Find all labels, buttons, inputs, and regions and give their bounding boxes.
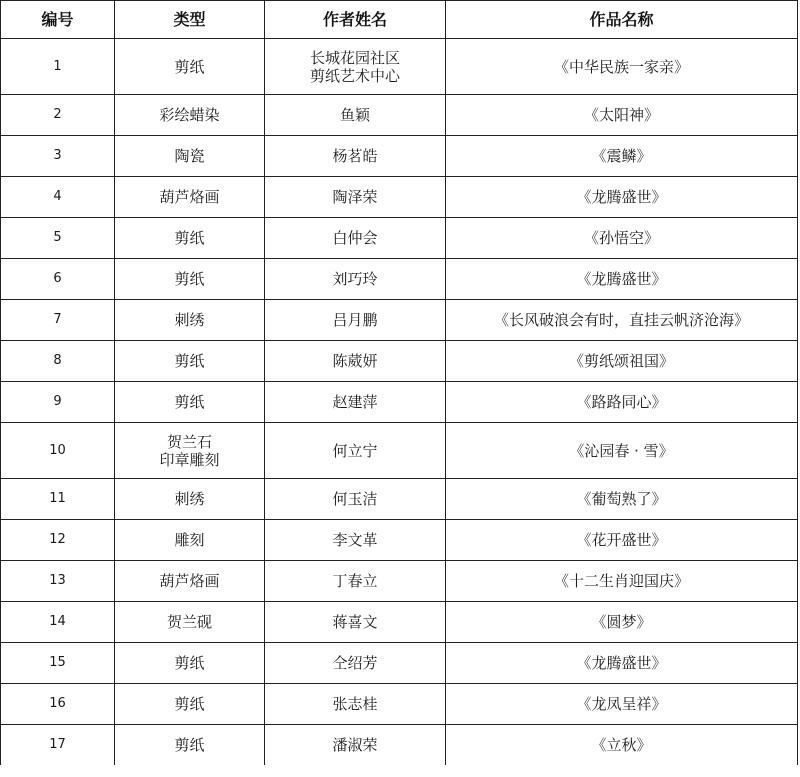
cell-work-title: 《龙腾盛世》 <box>446 643 798 684</box>
table-row <box>1 177 798 218</box>
cell-number: 4 <box>1 177 115 218</box>
cell-type: 剪纸 <box>115 39 265 95</box>
cell-type: 雕刻 <box>115 520 265 561</box>
cell-type: 彩绘蜡染 <box>115 95 265 136</box>
cell-work-title: 《震鳞》 <box>446 136 798 177</box>
cell-author: 赵建萍 <box>265 382 446 423</box>
cell-number: 14 <box>1 602 115 643</box>
cell-type: 贺兰砚 <box>115 602 265 643</box>
cell-number: 10 <box>1 423 115 479</box>
cell-type: 刺绣 <box>115 479 265 520</box>
cell-type: 刺绣 <box>115 300 265 341</box>
cell-work-title: 《剪纸颂祖国》 <box>446 341 798 382</box>
cell-number: 6 <box>1 259 115 300</box>
cell-type: 剪纸 <box>115 382 265 423</box>
table-row <box>1 300 798 341</box>
cell-work-title: 《十二生肖迎国庆》 <box>446 561 798 602</box>
cell-work-title: 《立秋》 <box>446 725 798 766</box>
cell-type: 剪纸 <box>115 341 265 382</box>
cell-author: 潘淑荣 <box>265 725 446 766</box>
cell-number: 1 <box>1 39 115 95</box>
header-type: 类型 <box>115 1 265 39</box>
table-row <box>1 341 798 382</box>
cell-author: 杨茗皓 <box>265 136 446 177</box>
cell-number: 8 <box>1 341 115 382</box>
cell-number: 5 <box>1 218 115 259</box>
cell-type: 剪纸 <box>115 684 265 725</box>
cell-author: 张志桂 <box>265 684 446 725</box>
cell-author: 李文革 <box>265 520 446 561</box>
cell-author: 吕月鹏 <box>265 300 446 341</box>
table-row <box>1 520 798 561</box>
table-row <box>1 136 798 177</box>
cell-work-title: 《龙腾盛世》 <box>446 177 798 218</box>
cell-type: 葫芦烙画 <box>115 177 265 218</box>
cell-work-title: 《太阳神》 <box>446 95 798 136</box>
cell-number: 11 <box>1 479 115 520</box>
table-row <box>1 561 798 602</box>
cell-author: 蒋喜文 <box>265 602 446 643</box>
cell-number: 9 <box>1 382 115 423</box>
cell-author: 白仲会 <box>265 218 446 259</box>
cell-author: 鱼颖 <box>265 95 446 136</box>
cell-work-title: 《孙悟空》 <box>446 218 798 259</box>
cell-author: 刘巧玲 <box>265 259 446 300</box>
cell-work-title: 《路路同心》 <box>446 382 798 423</box>
cell-work-title: 《葡萄熟了》 <box>446 479 798 520</box>
cell-number: 13 <box>1 561 115 602</box>
cell-type: 剪纸 <box>115 725 265 766</box>
table-header-row <box>1 1 798 39</box>
cell-type: 贺兰石 印章雕刻 <box>115 423 265 479</box>
cell-number: 2 <box>1 95 115 136</box>
cell-author: 陶泽荣 <box>265 177 446 218</box>
table-row <box>1 479 798 520</box>
cell-work-title: 《花开盛世》 <box>446 520 798 561</box>
cell-number: 17 <box>1 725 115 766</box>
table-row <box>1 602 798 643</box>
cell-number: 3 <box>1 136 115 177</box>
cell-work-title: 《中华民族一家亲》 <box>446 39 798 95</box>
cell-author: 仝绍芳 <box>265 643 446 684</box>
cell-type: 陶瓷 <box>115 136 265 177</box>
table-row <box>1 423 798 479</box>
table-row <box>1 218 798 259</box>
cell-author: 长城花园社区 剪纸艺术中心 <box>265 39 446 95</box>
cell-number: 15 <box>1 643 115 684</box>
table-row <box>1 684 798 725</box>
cell-number: 16 <box>1 684 115 725</box>
table-row <box>1 643 798 684</box>
cell-number: 12 <box>1 520 115 561</box>
cell-type: 剪纸 <box>115 259 265 300</box>
cell-number: 7 <box>1 300 115 341</box>
cell-work-title: 《长风破浪会有时，直挂云帆济沧海》 <box>446 300 798 341</box>
cell-type: 剪纸 <box>115 218 265 259</box>
table-row <box>1 725 798 766</box>
cell-work-title: 《龙腾盛世》 <box>446 259 798 300</box>
cell-work-title: 《沁园春 · 雪》 <box>446 423 798 479</box>
header-author: 作者姓名 <box>265 1 446 39</box>
cell-author: 陈葳妍 <box>265 341 446 382</box>
table-row <box>1 39 798 95</box>
table-row <box>1 95 798 136</box>
cell-work-title: 《圆梦》 <box>446 602 798 643</box>
cell-work-title: 《龙凤呈祥》 <box>446 684 798 725</box>
table-row <box>1 259 798 300</box>
cell-author: 何立宁 <box>265 423 446 479</box>
cell-author: 何玉洁 <box>265 479 446 520</box>
cell-type: 剪纸 <box>115 643 265 684</box>
cell-author: 丁春立 <box>265 561 446 602</box>
header-work-title: 作品名称 <box>446 1 798 39</box>
header-number: 编号 <box>1 1 115 39</box>
cell-type: 葫芦烙画 <box>115 561 265 602</box>
table-row <box>1 382 798 423</box>
